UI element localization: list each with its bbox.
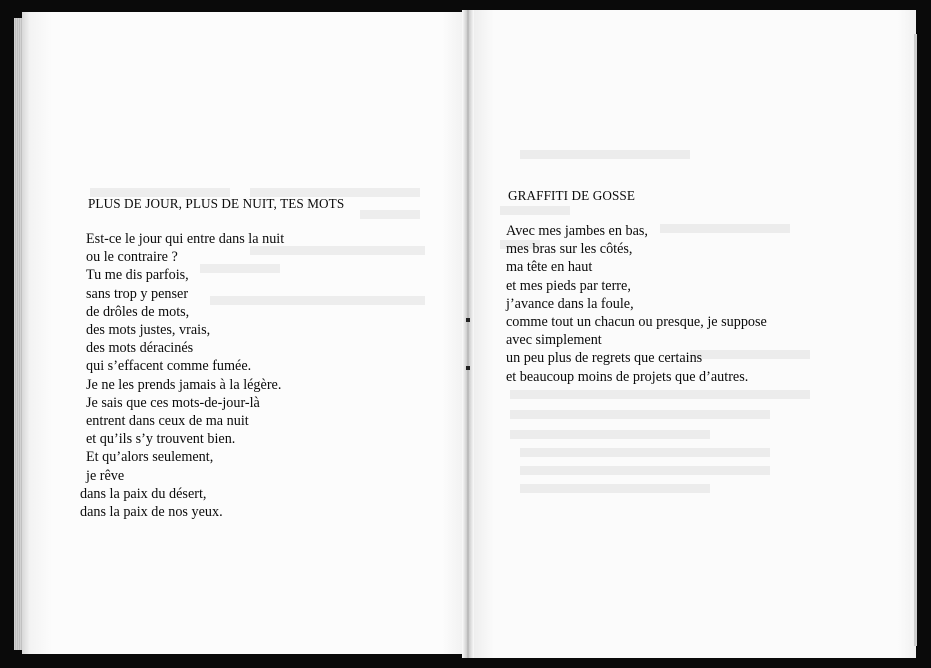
poem-line: un peu plus de regrets que certains [506, 350, 703, 367]
poem-line: des mots déracinés [86, 340, 194, 357]
show-through-mark [520, 150, 690, 159]
show-through-mark [510, 410, 770, 419]
poem-line: et qu’ils s’y trouvent bien. [86, 431, 236, 448]
right-page-edge [914, 34, 917, 646]
poem-line: ma tête en haut [506, 259, 593, 276]
binding-mark [466, 318, 470, 322]
poem-line: dans la paix de nos yeux. [80, 504, 223, 521]
show-through-mark [510, 390, 810, 399]
poem-line: Et qu’alors seulement, [86, 449, 214, 466]
poem-line: et beaucoup moins de projets que d’autres. [506, 368, 749, 385]
show-through-mark [520, 484, 710, 493]
show-through-mark [520, 448, 770, 457]
poem-line: Tu me dis parfois, [86, 267, 189, 284]
poem-line: Je sais que ces mots-de-jour-là [86, 394, 260, 411]
show-through-mark [520, 466, 770, 475]
poem-line: ou le contraire ? [86, 249, 178, 266]
poem-line: des mots justes, vrais, [86, 322, 211, 339]
poem-line: Est-ce le jour qui entre dans la nuit [86, 231, 285, 247]
poem-body-left [80, 230, 285, 521]
poem-line: qui s’effacent comme fumée. [86, 358, 252, 375]
poem-line: j’avance dans la foule, [506, 295, 634, 312]
poem-line: sans trop y penser [86, 285, 189, 302]
poem-line: avec simplement [506, 332, 602, 349]
show-through-mark [360, 210, 420, 219]
show-through-mark [510, 430, 710, 439]
poem-line: mes bras sur les côtés, [506, 241, 633, 258]
poem-line: Avec mes jambes en bas, [506, 223, 648, 239]
poem-line: dans la paix du désert, [80, 485, 207, 502]
poem-line: et mes pieds par terre, [506, 277, 631, 294]
poem-line: entrent dans ceux de ma nuit [86, 413, 249, 430]
binding-mark [466, 366, 470, 370]
poem-title-left: PLUS DE JOUR, PLUS DE NUIT, TES MOTS [88, 196, 345, 211]
show-through-mark [500, 206, 570, 215]
poem-line: je rêve [86, 467, 125, 484]
poem-body-right [506, 222, 767, 386]
poem-line: de drôles de mots, [86, 303, 190, 320]
book-gutter [462, 10, 474, 658]
poem-line: comme tout un chacun ou presque, je suppose [506, 314, 767, 331]
poem-title-right: GRAFFITI DE GOSSE [508, 188, 635, 203]
poem-line: Je ne les prends jamais à la légère. [86, 376, 282, 393]
